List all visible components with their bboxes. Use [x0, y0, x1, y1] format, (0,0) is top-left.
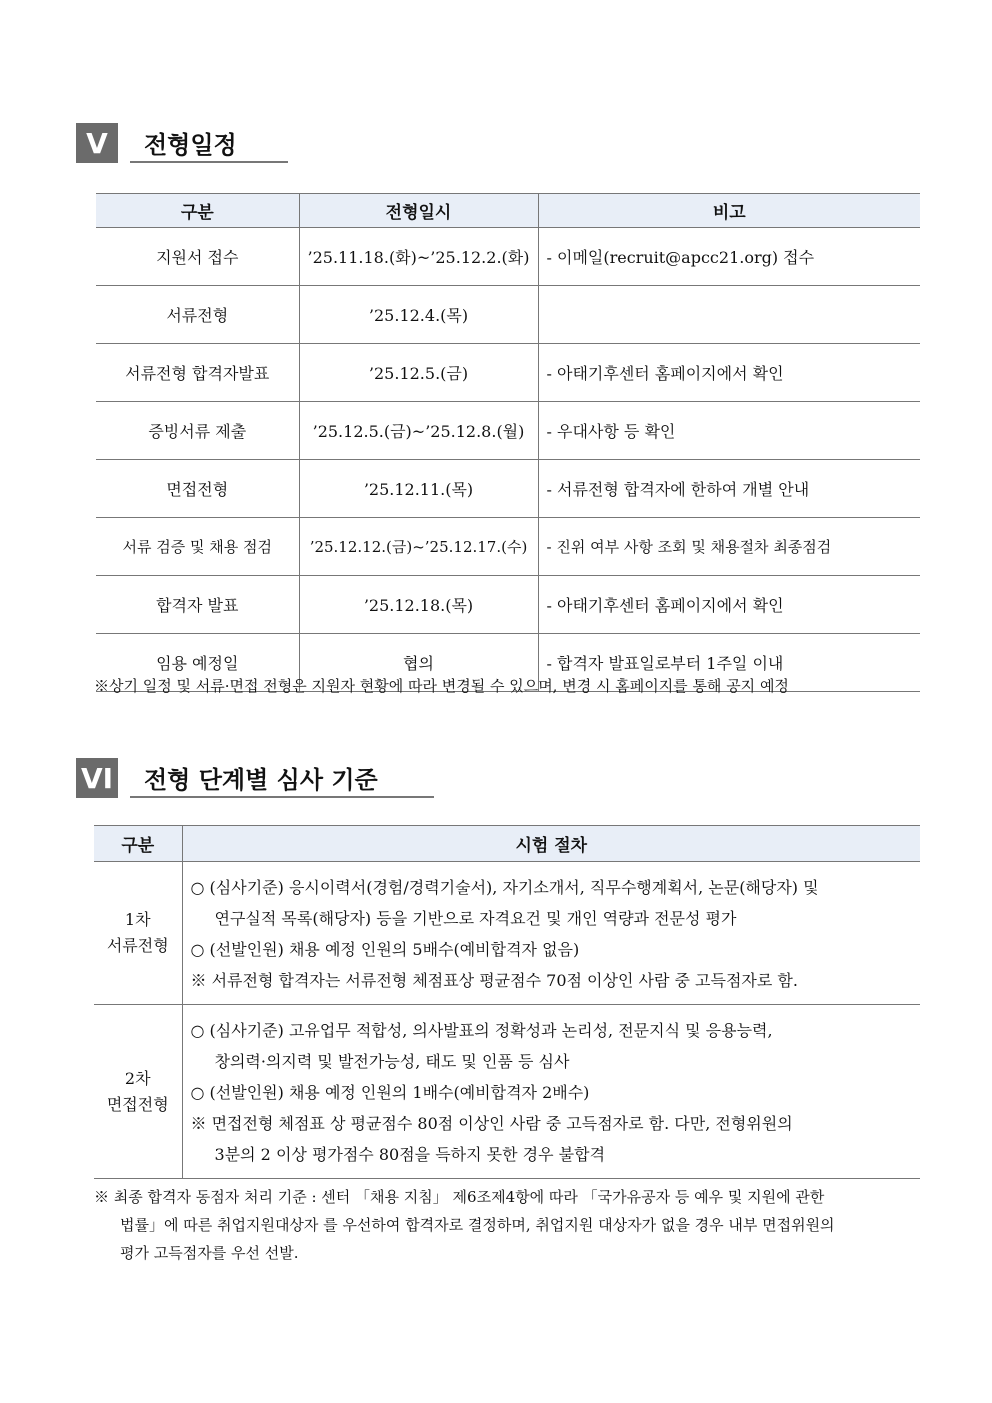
stage-label	[94, 862, 182, 1005]
row-date: ’25.11.18.(화)~’25.12.2.(화)	[299, 228, 538, 286]
row-date: ’25.12.4.(목)	[299, 286, 538, 344]
table-row	[96, 576, 920, 634]
stage-name: 면접전형	[106, 1094, 169, 1114]
header-category: 구분	[94, 826, 182, 862]
schedule-footnote: ※상기 일정 및 서류·면접 전형은 지원자 현황에 따라 변경될 수 있으며, 변경 시 홈페이지를 통해 공지 예정	[94, 677, 789, 695]
criteria-table	[94, 825, 920, 1179]
criteria-line: 연구실적 목록(해당자) 등을 기반으로 자격요건 및 개인 역량과 전문성 평가	[214, 909, 737, 928]
row-category: 증빙서류 제출	[96, 402, 299, 460]
header-category: 구분	[96, 194, 299, 228]
row-date: ’25.12.5.(금)~’25.12.8.(월)	[299, 402, 538, 460]
stage-number: 2차	[124, 1068, 151, 1088]
table-row	[96, 460, 920, 518]
table-row	[94, 1005, 920, 1179]
row-note: - 아태기후센터 홈페이지에서 확인	[538, 344, 920, 402]
criteria-line: ※ 서류전형 합격자는 서류전형 체점표상 평균점수 70점 이상인 사람 중 고득점자로 함.	[190, 971, 798, 990]
table-row	[96, 286, 920, 344]
table-row	[96, 402, 920, 460]
table-row	[96, 344, 920, 402]
table-row	[96, 518, 920, 576]
row-category: 지원서 접수	[96, 228, 299, 286]
row-date: ’25.12.5.(금)	[299, 344, 538, 402]
header-procedure: 시험 절차	[182, 826, 920, 862]
criteria-line: 창의력·의지력 및 발전가능성, 태도 및 인품 등 심사	[214, 1052, 570, 1071]
table-header-row	[96, 194, 920, 228]
row-date: ’25.12.12.(금)~’25.12.17.(수)	[299, 518, 538, 576]
section-number: V	[76, 123, 118, 163]
stage-criteria	[182, 862, 920, 1005]
header-date: 전형일시	[299, 194, 538, 228]
footnote-line: 평가 고득점자를 우선 선발.	[120, 1244, 299, 1262]
row-date: ’25.12.18.(목)	[299, 576, 538, 634]
section-number: VI	[76, 758, 118, 798]
criteria-line: ※ 면접전형 체점표 상 평균점수 80점 이상인 사람 중 고득점자로 함. 다만, 전형위원의	[190, 1114, 793, 1133]
criteria-line: 3분의 2 이상 평가점수 80점을 득하지 못한 경우 불합격	[214, 1145, 606, 1164]
criteria-line: ○ (선발인원) 채용 예정 인원의 5배수(예비합격자 없음)	[190, 940, 580, 959]
table-header-row	[94, 826, 920, 862]
section-v-heading	[76, 123, 288, 163]
footnote-line: 법률」에 따른 취업지원대상자 를 우선하여 합격자로 결정하며, 취업지원 대상자가 없을 경우 내부 면접위원의	[120, 1216, 835, 1234]
criteria-line: ○ (심사기준) 응시이력서(경험/경력기술서), 자기소개서, 직무수행계획서, 논문(해당자) 및	[190, 878, 819, 897]
row-note: - 합격자 발표일로부터 1주일 이내	[538, 634, 920, 692]
row-category: 면접전형	[96, 460, 299, 518]
row-category: 임용 예정일	[96, 634, 299, 692]
stage-name: 서류전형	[106, 936, 169, 955]
row-note: - 이메일(recruit@apcc21.org) 접수	[538, 228, 920, 286]
criteria-line: ○ (심사기준) 고유업무 적합성, 의사발표의 정확성과 논리성, 전문지식 및 응용능력,	[190, 1021, 773, 1040]
row-category: 서류 검증 및 채용 점검	[96, 518, 299, 576]
row-category: 합격자 발표	[96, 576, 299, 634]
stage-number: 1차	[124, 910, 151, 929]
section-title: 전형 단계별 심사 기준	[130, 758, 434, 798]
table-row	[96, 228, 920, 286]
tiebreak-footnote	[94, 1183, 920, 1267]
header-note: 비고	[538, 194, 920, 228]
stage-label	[94, 1005, 182, 1179]
criteria-line: ○ (선발인원) 채용 예정 인원의 1배수(예비합격자 2배수)	[190, 1083, 590, 1102]
section-vi-heading	[76, 758, 434, 798]
stage-criteria	[182, 1005, 920, 1179]
row-note: - 서류전형 합격자에 한하여 개별 안내	[538, 460, 920, 518]
row-date: 협의	[299, 634, 538, 692]
section-title: 전형일정	[130, 123, 288, 163]
table-row	[94, 862, 920, 1005]
row-note: - 진위 여부 사항 조회 및 채용절차 최종점검	[538, 518, 920, 576]
schedule-table	[96, 193, 920, 692]
row-note: - 우대사항 등 확인	[538, 402, 920, 460]
row-note	[538, 286, 920, 344]
row-category: 서류전형	[96, 286, 299, 344]
row-note: - 아태기후센터 홈페이지에서 확인	[538, 576, 920, 634]
row-date: ’25.12.11.(목)	[299, 460, 538, 518]
footnote-line: ※ 최종 합격자 동점자 처리 기준 : 센터 「채용 지침」 제6조제4항에 따라 「국가유공자 등 예우 및 지원에 관한	[94, 1188, 825, 1206]
row-category: 서류전형 합격자발표	[96, 344, 299, 402]
